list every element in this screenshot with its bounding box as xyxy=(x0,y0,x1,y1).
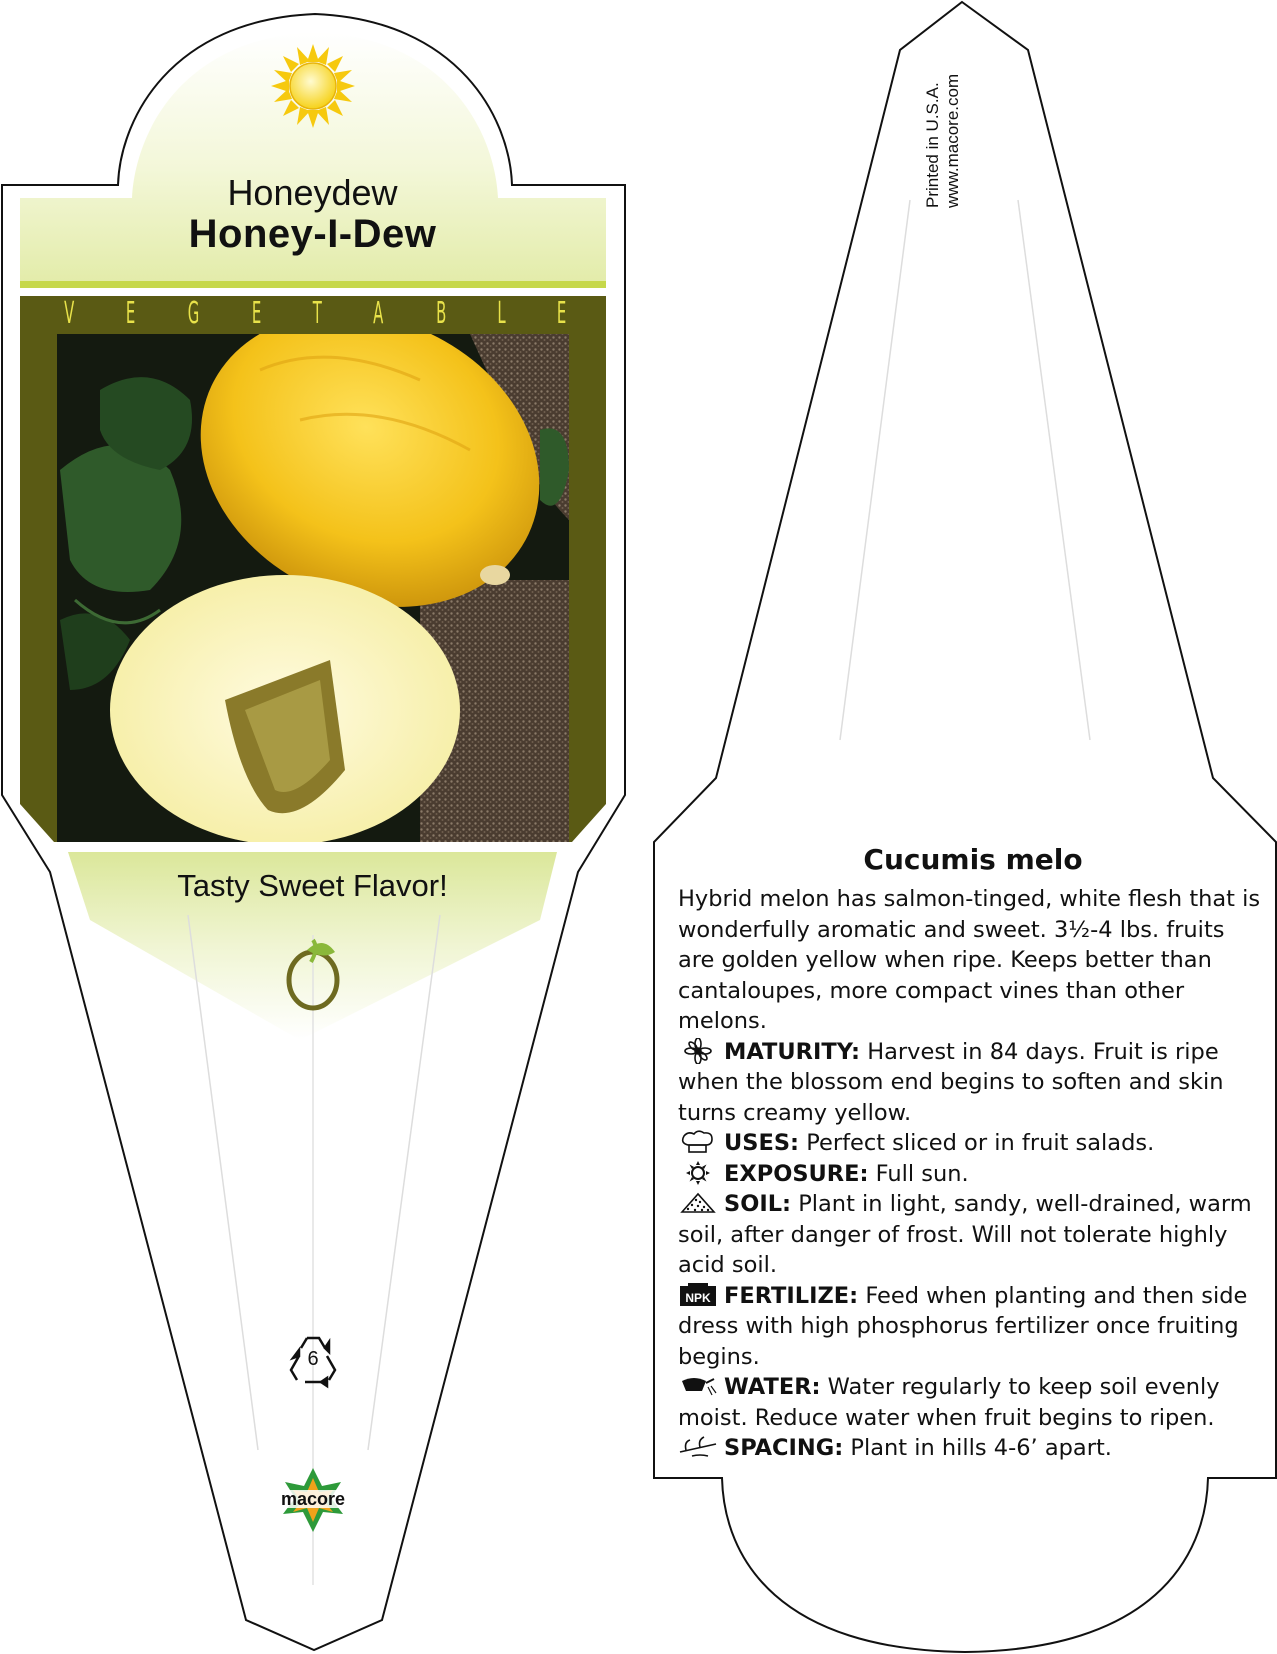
svg-text:macore: macore xyxy=(280,1489,346,1509)
maturity-label: MATURITY: xyxy=(724,1038,861,1065)
watering-can-icon xyxy=(678,1373,718,1399)
print-note-block xyxy=(923,30,975,230)
flower-icon xyxy=(678,1038,718,1064)
category-letter: L xyxy=(497,296,506,331)
botanical-name: Cucumis melo xyxy=(863,843,1083,876)
npk-icon xyxy=(678,1282,718,1308)
sun-icon xyxy=(678,1160,718,1186)
category-letter: V xyxy=(64,296,75,331)
uses-text: Perfect sliced or in fruit salads. xyxy=(806,1130,1155,1156)
category-letter: E xyxy=(251,296,262,331)
svg-text:NPK: NPK xyxy=(685,1290,711,1305)
category-letter: G xyxy=(187,296,200,331)
category-letter: E xyxy=(126,296,136,331)
uses-section xyxy=(678,1128,1268,1159)
soil-label: SOIL: xyxy=(724,1191,792,1217)
fertilize-section xyxy=(678,1281,1268,1373)
soil-text: Plant in light, sandy, well-drained, warm soil, after danger of frost. Will not tolerate highly acid soil. xyxy=(678,1191,1252,1278)
category-letter: B xyxy=(435,296,446,331)
water-text: Water regularly to keep soil evenly moist. Reduce water when fruit begins to ripen. xyxy=(678,1374,1220,1431)
description: Hybrid melon has salmon-tinged, white flesh that is wonderfully aromatic and sweet. 3½-4 lbs. fruits are golden yellow when ripe. Keeps better than cantaloupes, more compact vines than other melons. xyxy=(678,886,1261,1034)
water-section xyxy=(678,1372,1268,1433)
spacing-text: Plant in hills 4-6’ apart. xyxy=(850,1435,1112,1461)
website: www.macore.com xyxy=(943,73,962,208)
category-letter: E xyxy=(556,296,567,331)
uses-label: USES: xyxy=(724,1130,800,1156)
maturity-text: Harvest in 84 days. Fruit is ripe when the blossom end begins to soften and skin turns creamy yellow. xyxy=(678,1038,1224,1126)
variety-name: Honey-I-Dew xyxy=(188,212,437,256)
recycle-number: 6 xyxy=(307,1348,319,1370)
spacing-icon xyxy=(678,1434,718,1460)
fertilize-label: FERTILIZE: xyxy=(724,1282,859,1309)
fertilize-text: Feed when planting and then side dress with high phosphorus fertilizer once fruiting begins. xyxy=(678,1282,1248,1370)
full-sun-icon xyxy=(271,44,355,128)
category-letter: A xyxy=(373,296,384,331)
common-name: Honeydew xyxy=(227,172,398,213)
exposure-section xyxy=(678,1159,1268,1190)
print-note: Printed in U.S.A. xyxy=(923,82,942,208)
growing-info xyxy=(678,844,1268,1464)
soil-section xyxy=(678,1189,1268,1281)
category-letter: T xyxy=(312,296,322,331)
category-label xyxy=(60,296,570,331)
tagline: Tasty Sweet Flavor! xyxy=(177,868,448,903)
water-label: WATER: xyxy=(724,1374,821,1400)
chef-hat-icon xyxy=(678,1129,718,1155)
exposure-text: Full sun. xyxy=(875,1160,969,1187)
lime-band xyxy=(20,281,606,288)
melon-photo xyxy=(57,259,588,845)
exposure-label: EXPOSURE: xyxy=(724,1160,869,1187)
soil-icon xyxy=(678,1190,718,1216)
maturity-section xyxy=(678,1037,1268,1129)
spacing-section xyxy=(678,1433,1268,1464)
spacing-label: SPACING: xyxy=(724,1435,844,1461)
